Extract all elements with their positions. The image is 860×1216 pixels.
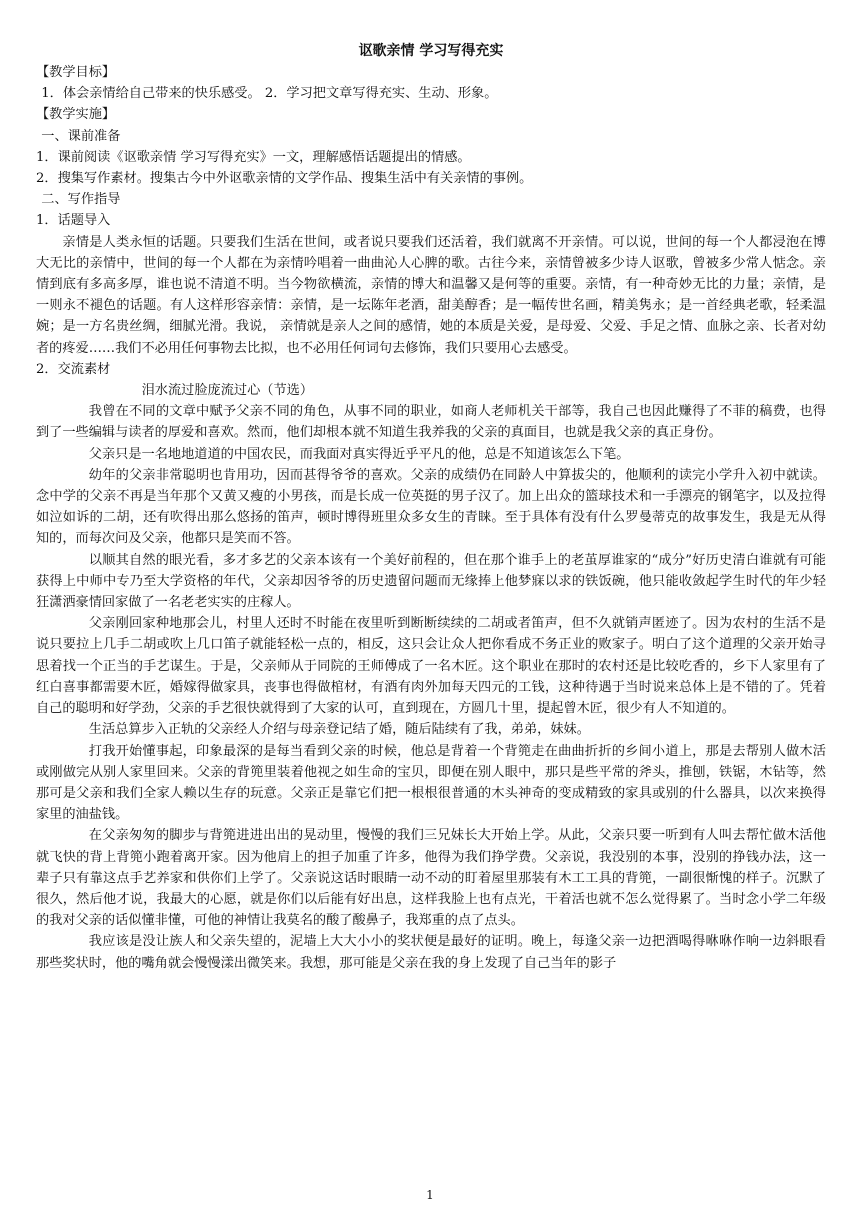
article-paragraph-6: 生活总算步入正轨的父亲经人介绍与母亲登记结了婚，随后陆续有了我，弟弟，妹妹。 <box>88 722 590 738</box>
article-paragraph-7: 打我开始懂事起，印象最深的是每当看到父亲的时候，他总是背着一个背篼走在曲曲折折的乡间小道上，那是去帮别人做木活或刚做完从别人家里回来。父亲的背篼里装着他视之如生命的宝贝，即便在别人眼中，那只是些平常的斧头，推刨，铁锯，木钻等，然那可是父亲和我们全家人赖以生存的玩意。父亲正是靠它们把一根根很普通的木头神奇的变成精致的家具或别的什么器具，以次来换得家里的油盐钱。 <box>36 743 826 823</box>
article-paragraph-3: 幼年的父亲非常聪明也肯用功，因而甚得爷爷的喜欢。父亲的成绩仍在同龄人中算拔尖的，他顺利的读完小学升入初中就读。念中学的父亲不再是当年那个又黄又瘦的小男孩，而是长成一位英挺的男子汉了。加上出众的篮球技术和一手漂亮的钢笔字，以及拉得如泣如诉的二胡，还有吹得出那么悠扬的笛声，顿时博得班里众多女生的青睐。至于具体有没有什么罗曼蒂克的故事发生，我是无从得知的，而每次问及父亲，他都只是笑而不答。 <box>36 467 826 547</box>
goals-text: 1．体会亲情给自己带来的快乐感受。 2．学习把文章写得充实、生动、形象。 <box>41 86 498 102</box>
material-title: 2．交流素材 <box>36 361 111 377</box>
prep-title: 一、课前准备 <box>41 128 121 144</box>
prep-item-2: 2．搜集写作素材。搜集古今中外讴歌亲情的文学作品、搜集生活中有关亲情的事例。 <box>36 171 533 187</box>
intro-paragraph: 亲情是人类永恒的话题。只要我们生活在世间，或者说只要我们还活着，我们就离不开亲情。可以说，世间的每一个人都浸泡在博大无比的亲情中，世间的每一个人都在为亲情吟唱着一曲曲沁人心脾的歌。古往今来，亲情曾被多少诗人讴歌，曾被多少常人惦念。亲情到底有多高多厚，谁也说不清道不明。当今物欲横流，亲情的博大和温馨又是何等的重要。亲情，有一种奇妙无比的力量；亲情，是一则永不褪色的话题。有人这样形容亲情：亲情，是一坛陈年老酒，甜美醇香；是一幅传世名画，精美隽永；是一首经典老歌，轻柔温婉；是一方名贵丝绸，细腻光滑。我说， 亲情就是亲人之间的感情，她的本质是关爱，是母爱、父爱、手足之情、血脉之亲、长者对幼者的疼爱……我们不必用任何事物去比拟，也不必用任何词句去修饰，我们只要用心去感受。 <box>36 234 826 356</box>
article-paragraph-8: 在父亲匆匆的脚步与背篼进进出出的晃动里，慢慢的我们三兄妹长大开始上学。从此，父亲只要一听到有人叫去帮忙做木活他就飞快的背上背篼小跑着离开家。因为他肩上的担子加重了许多，他得为我们挣学费。父亲说，我没别的本事，没别的挣钱办法，这一辈子只有靠这点手艺养家和供你们上学了。父亲说这话时眼睛一动不动的盯着屋里那装有木工工具的背篼，一副很惭愧的样子。沉默了很久，然后他才说，我最大的心愿，就是你们以后能有好出息，这样我脸上也有点光，干着活也就不怎么觉得累了。当时念小学二年级的我对父亲的话似懂非懂，可他的神情让我莫名的酸了酸鼻子，我郑重的点了点头。 <box>36 828 826 929</box>
goals-heading: 【教学目标】 <box>36 65 116 80</box>
page-number: 1 <box>426 1188 434 1202</box>
article-paragraph-5: 父亲刚回家种地那会儿，村里人还时不时能在夜里听到断断续续的二胡或者笛声，但不久就销声匿迹了。因为农村的生活不是说只要拉上几手二胡或吹上几口笛子就能轻松一点的，相反，这只会让众人把你看成不务正业的败家子。明白了这个道理的父亲开始寻思着找一个正当的手艺谋生。于是，父亲师从于同院的王师傅成了一名木匠。这个职业在那时的农村还是比较吃香的，乡下人家里有了红白喜事都需要木匠，婚嫁得做家具，丧事也得做棺材，有酒有肉外加每天四元的工钱，这种待遇于当时说来总体上是不错的了。凭着自己的聪明和好学劲，父亲的手艺很快就得到了大家的认可，直到现在，方圆几十里，提起曾木匠，很少有人不知道的。 <box>36 616 826 717</box>
guide-title: 二、写作指导 <box>41 192 121 208</box>
article-paragraph-4: 以顺其自然的眼光看，多才多艺的父亲本该有一个美好前程的，但在那个谁手上的老茧厚谁家的“成分”好历史清白谁就有可能获得上中师中专乃至大学资格的年代，父亲却因爷爷的历史遗留问题而无缘捧上他梦寐以求的铁饭碗，他只能收敛起学生时代的年少轻狂潇洒豪情回家做了一名老老实实的庄稼人。 <box>36 552 826 611</box>
document-page <box>36 40 826 974</box>
article-paragraph-1: 我曾在不同的文章中赋予父亲不同的角色，从事不同的职业，如商人老师机关干部等，我自己也因此赚得了不菲的稿费，也得到了一些编辑与读者的厚爱和喜欢。然而，他们却根本就不知道生我养我的父亲的真面目，也就是我父亲的真正身份。 <box>36 404 826 441</box>
intro-title: 1．话题导入 <box>36 213 111 229</box>
article-paragraph-2: 父亲只是一名地地道道的中国农民，而我面对真实得近乎平凡的他，总是不知道该怎么下笔。 <box>88 446 630 462</box>
prep-item-1: 1．课前阅读《讴歌亲情 学习写得充实》一文，理解感悟话题提出的情感。 <box>36 149 471 165</box>
document-title: 讴歌亲情 学习写得充实 <box>358 43 504 59</box>
implementation-heading: 【教学实施】 <box>36 107 116 123</box>
article-title: 泪水流过脸庞流过心（节选） <box>141 383 314 399</box>
article-paragraph-9: 我应该是没让族人和父亲失望的，泥墙上大大小小的奖状便是最好的证明。晚上，每逢父亲一边把酒喝得咻咻作响一边斜眼看那些奖状时，他的嘴角就会慢慢漾出微笑来。我想，那可能是父亲在我的身上发现了自己当年的影子 <box>36 934 826 971</box>
